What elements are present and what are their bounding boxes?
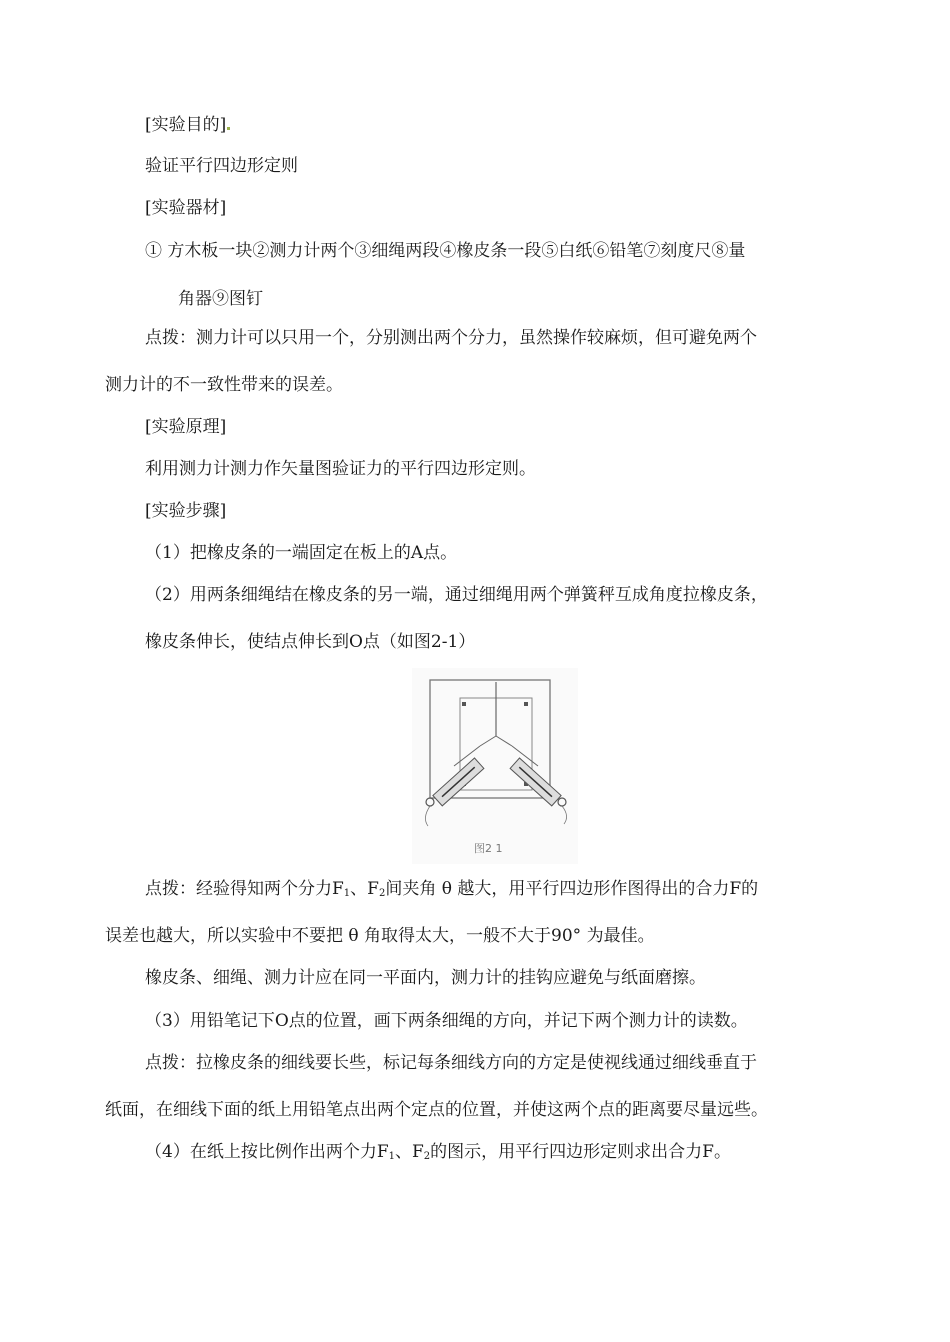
line-tip1-2: 测力计的不一致性带来的误差。 (105, 375, 343, 395)
line-tip2-2: 误差也越大，所以实验中不要把 θ 角取得太大，一般不大于90° 为最佳。 (105, 926, 655, 946)
line-tip3-2: 纸面，在细线下面的纸上用铅笔点出两个定点的位置，并使这两个点的距离要尽量远些。 (105, 1100, 768, 1120)
line-step3: （3）用铅笔记下O点的位置，画下两条细绳的方向，并记下两个测力计的读数。 (145, 1011, 748, 1031)
line-purpose-text: 验证平行四边形定则 (145, 156, 298, 176)
line-step4: （4）在纸上按比例作出两个力$F_1$、$F_2$的图示，用平行四边形定则求出合力F。 (145, 1142, 731, 1162)
line-tip2-1: 点拨：经验得知两个分力$F_1$、$F_2$间夹角 θ 越大，用平行四边形作图得出的合力F的 (145, 879, 759, 899)
experiment-figure (412, 668, 578, 864)
line-step2-1: （2）用两条细绳结在橡皮条的另一端，通过细绳用两个弹簧秤互成角度拉橡皮条， (145, 585, 768, 605)
line-tip2-3: 橡皮条、细绳、测力计应在同一平面内，测力计的挂钩应避免与纸面磨擦。 (145, 968, 706, 988)
line-step2-2: 橡皮条伸长，使结点伸长到O点（如图2-1） (145, 632, 476, 652)
marker-dot (227, 127, 230, 130)
line-steps-heading: [实验步骤] (145, 501, 227, 521)
line-purpose-heading: [实验目的] (145, 114, 230, 136)
line-principle-text: 利用测力计测力作矢量图验证力的平行四边形定则。 (145, 459, 536, 479)
line-step1: （1）把橡皮条的一端固定在板上的A点。 (145, 543, 458, 563)
line-principle-heading: [实验原理] (145, 417, 227, 437)
line-tip3-1: 点拨：拉橡皮条的细线要长些，标记每条细线方向的方定是使视线通过细线垂直于 (145, 1053, 757, 1073)
line-materials-heading: [实验器材] (145, 198, 227, 218)
line-materials-2: 角器⑨图钉 (178, 289, 263, 309)
line-tip1-1: 点拨：测力计可以只用一个，分别测出两个分力，虽然操作较麻烦，但可避免两个 (145, 328, 757, 348)
figure-caption: 图2 1 (474, 842, 503, 855)
line-materials-1: ① 方木板一块②测力计两个③细绳两段④橡皮条一段⑤白纸⑥铅笔⑦刻度尺⑧量 (145, 241, 746, 261)
